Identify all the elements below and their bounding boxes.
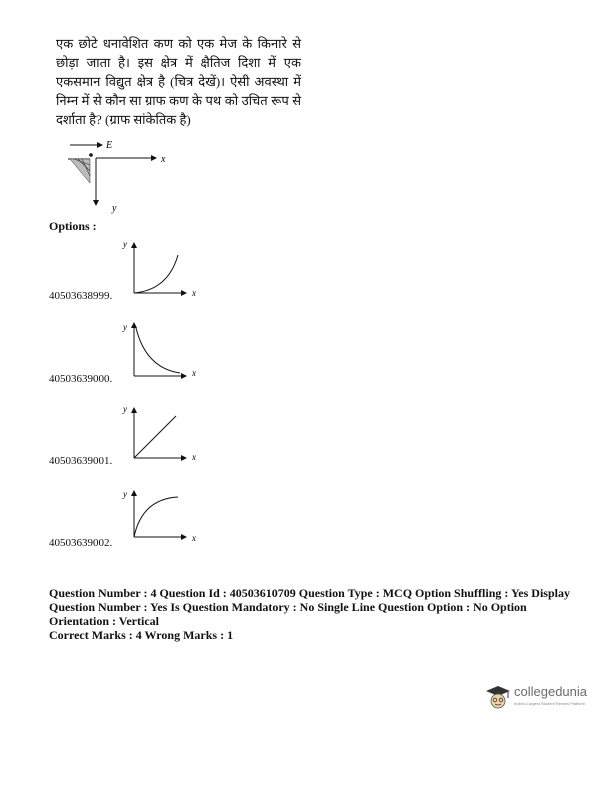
option-3-curve [134,416,176,458]
question-text: एक छोटे धनावेशित कण को एक मेज के किनारे से छोड़ा जाता है। इस क्षेत्र में क्षैतिज दिशा में एक एकसमान विद्युत क्षेत्र है (चित्र देखें)। ऐसी अवस्था में निम्न में से कौन सा ग्राफ कण के पथ को उचित रूप से दर्शाता है? (ग्राफ सांकेतिक है) [56,36,301,127]
option-4-x-label: x [192,533,196,543]
charged-particle [89,153,93,157]
option-2-id[interactable]: 40503639000. [49,373,113,385]
meta-line-4: Correct Marks : 4 Wrong Marks : 1 [49,628,234,642]
logo-tagline: India's Largest Student Review Platform [514,701,586,706]
option-1-y-label: y [123,239,127,249]
option-1-curve [134,255,178,293]
option-4-y-label: y [123,489,127,499]
figure-y-label: y [112,203,117,214]
field-label: E [106,140,113,151]
meta-line-1: Question Number : 4 Question Id : 40503610709 Question Type : MCQ Option Shuffling : Yes Display [49,586,570,600]
collegedunia-logo [484,684,594,714]
question-figure [60,135,180,215]
option-2-x-label: x [192,368,196,378]
options-heading: Options : [49,219,97,233]
option-3-y-label: y [123,404,127,414]
question-metadata [49,586,589,642]
option-2-y-label: y [123,322,127,332]
option-4-id[interactable]: 40503639002. [49,537,113,549]
option-4-curve [134,497,178,537]
option-2-curve [136,328,180,373]
meta-line-2: Question Number : Yes Is Question Mandatory : No Single Line Question Option : No Option [49,600,527,614]
option-3-x-label: x [192,452,196,462]
meta-line-3: Orientation : Vertical [49,614,159,628]
graduate-mascot-icon [484,684,512,712]
figure-x-label: x [161,154,166,165]
option-1-id[interactable]: 40503638999. [49,290,113,302]
option-graph-1[interactable] [118,235,208,300]
option-3-id[interactable]: 40503639001. [49,455,113,467]
option-1-x-label: x [192,288,196,298]
table-edge-hatch [68,159,90,183]
option-graph-2[interactable] [118,318,208,383]
option-graph-4[interactable] [118,485,208,545]
logo-name: collegedunia [514,684,588,699]
option-graph-3[interactable] [118,400,208,465]
